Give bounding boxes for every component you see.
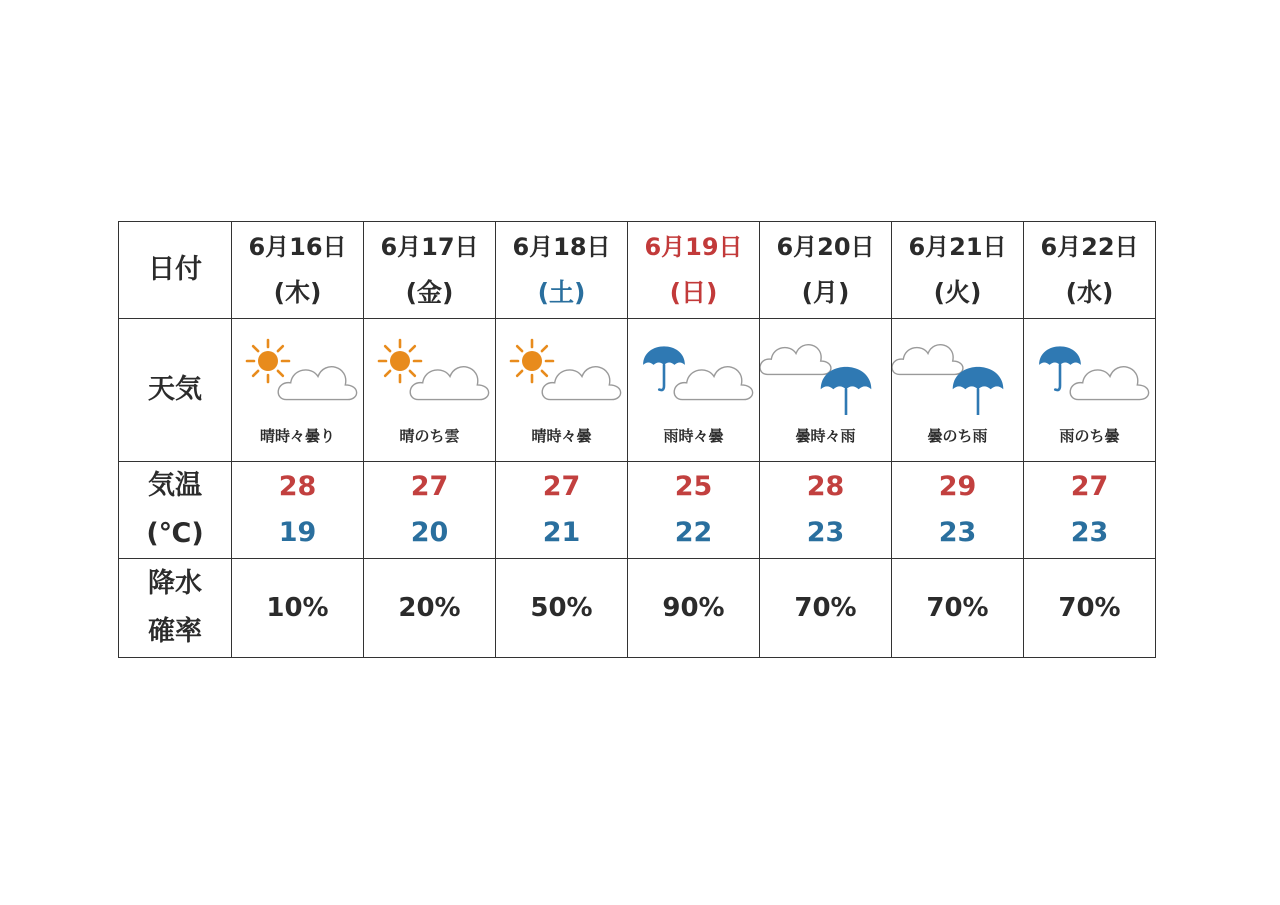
precipitation-cell: 90%	[628, 559, 760, 658]
weather-forecast-table	[118, 221, 1156, 658]
cloud-icon	[1070, 366, 1148, 399]
cloud-icon	[542, 366, 620, 399]
sun-icon	[379, 340, 421, 382]
cloud-icon	[892, 344, 963, 374]
row-header-weather-label: 天気	[148, 374, 202, 405]
weather-icons	[628, 335, 760, 415]
day-of-week-label: (月)	[801, 278, 850, 307]
date-label: 6月16日	[248, 233, 347, 261]
umbrella-icon	[821, 366, 872, 414]
low-temperature: 21	[542, 517, 581, 548]
weather-cell	[628, 319, 760, 462]
temperature-cell	[1024, 462, 1156, 559]
row-header-precipitation	[119, 559, 232, 658]
high-temperature: 25	[674, 471, 713, 502]
high-temperature: 27	[410, 471, 449, 502]
weather-cell	[1024, 319, 1156, 462]
low-temperature: 20	[410, 517, 449, 548]
precipitation-cell: 10%	[232, 559, 364, 658]
row-header-date	[119, 222, 232, 319]
row-header-probability-label: 確率	[148, 616, 202, 647]
date-cell	[364, 222, 496, 319]
weather-icons	[892, 335, 1024, 415]
day-of-week-label: (水)	[1065, 278, 1114, 307]
weather-icons-svg	[1024, 335, 1156, 415]
high-temperature: 27	[542, 471, 581, 502]
precipitation-cell: 20%	[364, 559, 496, 658]
low-temperature: 19	[278, 517, 317, 548]
date-row	[119, 222, 1156, 319]
row-header-precipitation-label: 降水	[148, 568, 202, 599]
temperature-cell	[760, 462, 892, 559]
weather-icons-svg	[232, 335, 364, 415]
weather-icons	[232, 335, 364, 415]
temperature-cell	[628, 462, 760, 559]
weather-icons-svg	[892, 335, 1024, 415]
weather-icons-svg	[364, 335, 496, 415]
temperature-cell	[892, 462, 1024, 559]
precipitation-row	[119, 559, 1156, 658]
low-temperature: 23	[806, 517, 845, 548]
temperature-row	[119, 462, 1156, 559]
weather-icons	[1024, 335, 1156, 415]
weather-description: 晴時々曇	[531, 426, 592, 445]
date-label: 6月21日	[908, 233, 1007, 261]
temperature-cell	[364, 462, 496, 559]
date-cell	[628, 222, 760, 319]
row-header-date-label: 日付	[148, 254, 202, 285]
day-of-week-label: (金)	[405, 278, 454, 307]
date-cell	[892, 222, 1024, 319]
high-temperature: 27	[1070, 471, 1109, 502]
weather-icons	[364, 335, 496, 415]
day-of-week-label: (土)	[537, 278, 586, 307]
date-cell	[760, 222, 892, 319]
weather-icons	[760, 335, 892, 415]
precipitation-cell: 50%	[496, 559, 628, 658]
weather-description: 晴のち雲	[399, 426, 460, 445]
precipitation-cell: 70%	[892, 559, 1024, 658]
sun-icon	[511, 340, 553, 382]
weather-cell	[892, 319, 1024, 462]
day-of-week-label: (火)	[933, 278, 982, 307]
date-cell	[232, 222, 364, 319]
row-header-weather	[119, 319, 232, 462]
day-of-week-label: (日)	[669, 278, 718, 307]
high-temperature: 28	[806, 471, 845, 502]
date-cell	[496, 222, 628, 319]
cloud-icon	[278, 366, 356, 399]
row-header-temperature-label: 気温	[148, 470, 202, 501]
precipitation-cell: 70%	[760, 559, 892, 658]
date-label: 6月17日	[380, 233, 479, 261]
weather-cell	[760, 319, 892, 462]
cloud-icon	[410, 366, 488, 399]
weather-description: 曇のち雨	[927, 426, 988, 445]
weather-cell	[364, 319, 496, 462]
date-label: 6月18日	[512, 233, 611, 261]
weather-cell	[496, 319, 628, 462]
date-cell	[1024, 222, 1156, 319]
weather-icons	[496, 335, 628, 415]
weather-description: 曇時々雨	[795, 426, 856, 445]
weather-description: 雨のち曇	[1059, 426, 1120, 445]
weather-icons-svg	[760, 335, 892, 415]
high-temperature: 28	[278, 471, 317, 502]
day-of-week-label: (木)	[273, 278, 322, 307]
low-temperature: 22	[674, 517, 713, 548]
precipitation-cell: 70%	[1024, 559, 1156, 658]
weather-description: 雨時々曇	[663, 426, 724, 445]
date-label: 6月19日	[644, 233, 743, 261]
row-header-temperature	[119, 462, 232, 559]
row-header-temperature-unit: (℃)	[146, 518, 204, 549]
low-temperature: 23	[1070, 517, 1109, 548]
cloud-icon	[674, 366, 752, 399]
temperature-cell	[496, 462, 628, 559]
sun-icon	[247, 340, 289, 382]
weather-icons-svg	[496, 335, 628, 415]
date-label: 6月22日	[1040, 233, 1139, 261]
umbrella-icon	[953, 366, 1004, 414]
weather-icons-svg	[628, 335, 760, 415]
weather-cell	[232, 319, 364, 462]
weather-description: 晴時々曇り	[259, 426, 335, 445]
high-temperature: 29	[938, 471, 977, 502]
weather-row	[119, 319, 1156, 462]
cloud-icon	[760, 344, 831, 374]
temperature-cell	[232, 462, 364, 559]
low-temperature: 23	[938, 517, 977, 548]
date-label: 6月20日	[776, 233, 875, 261]
